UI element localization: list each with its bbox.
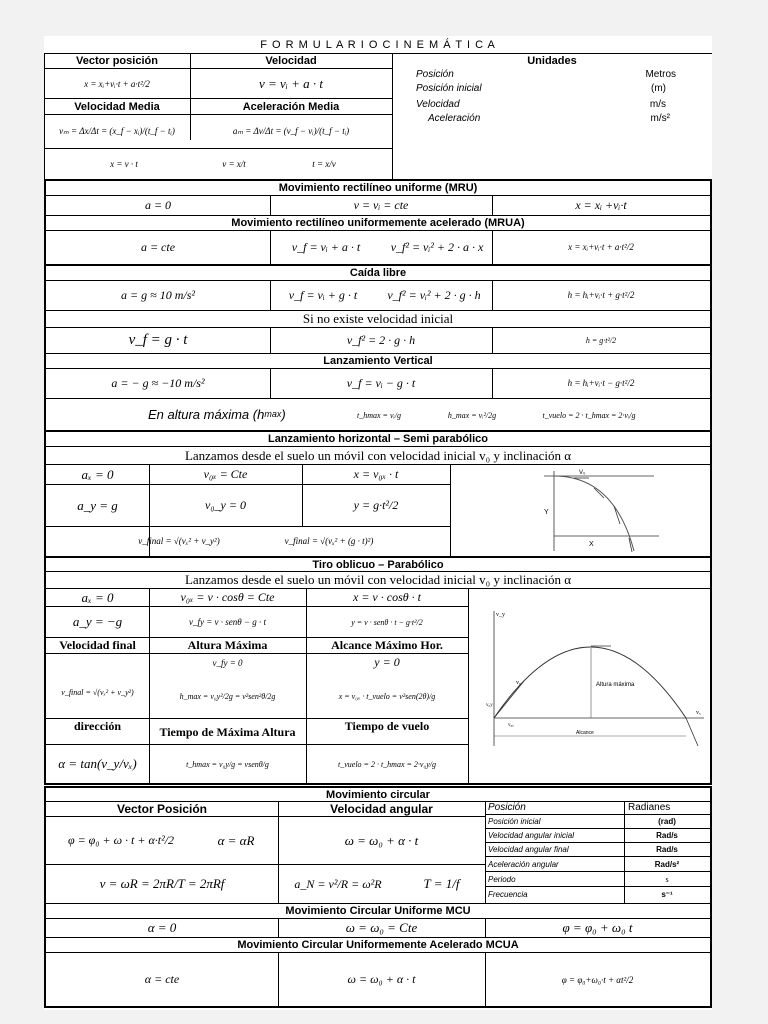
vertical-f3: h = hᵢ+vᵢ·t − g·t²/2 bbox=[567, 378, 635, 388]
altura-maxima-sub: max bbox=[264, 409, 282, 419]
vertical-f5: h_max = vᵢ²/2g bbox=[447, 410, 497, 420]
velocity-arrow bbox=[614, 506, 620, 524]
aceleracion-media-header: Aceleración Media bbox=[242, 100, 340, 113]
circular-units-table bbox=[485, 801, 710, 903]
direccion-header: dirección bbox=[73, 719, 122, 733]
oblicuo-f1: aₓ = 0 bbox=[81, 589, 114, 605]
line bbox=[450, 464, 451, 556]
formula-posicion: x = xᵢ+vᵢ·t + a·t²/2 bbox=[84, 78, 150, 89]
tiempo-max-altura-header: Tiempo de Máxima Altura bbox=[159, 724, 296, 739]
oblicuo-f13: t_hmax = v₀y/g = vsenθ/g bbox=[186, 759, 269, 769]
top-divider-2 bbox=[392, 53, 393, 179]
oblicuo-f3: x = v · cosθ · t bbox=[353, 590, 421, 604]
mrua-f4: x = xᵢ+vᵢ·t + a·t²/2 bbox=[568, 242, 634, 252]
unit-name: Velocidad angular final bbox=[485, 843, 624, 857]
fig-vox-label: v₀ₓ bbox=[508, 723, 514, 728]
oblicuo-f8: y = 0 bbox=[374, 654, 400, 669]
caida-f1: a = g ≈ 10 m/s² bbox=[121, 287, 195, 302]
formula-aceleracion-media: aₘ = Δv/Δt = (v_f − vᵢ)/(t_f − tᵢ) bbox=[232, 126, 350, 136]
oblicuo-f11: x = v₀ₓ · t_vuelo = v²sen(2θ)/g bbox=[338, 691, 436, 701]
horizontal-desc: Lanzamos desde el suelo un móvil con velocidad inicial v₀ y inclinación α bbox=[184, 447, 572, 463]
fig-x-label: X bbox=[589, 541, 594, 548]
circular-f6: T = 1/f bbox=[423, 876, 460, 891]
velocidad-media-header: Velocidad Media bbox=[74, 100, 160, 113]
oblicuo-f4: a_y = −g bbox=[72, 614, 123, 629]
mrua-f1: a = cte bbox=[140, 239, 176, 254]
horizontal-f4: a_y = g bbox=[77, 497, 118, 513]
velocidad-final-header: Velocidad final bbox=[59, 638, 136, 652]
formula-velocidad-media: vₘ = Δx/Δt = (x_f − xᵢ)/(t_f − tᵢ) bbox=[59, 126, 175, 136]
horizontal-f3: x = v₀ₓ · t bbox=[353, 467, 399, 481]
horizontal-f1: aₓ = 0 bbox=[81, 466, 114, 482]
mcua-f2: ω = ω₀ + α · t bbox=[347, 972, 416, 986]
oblicuo-f7: v_fy = 0 bbox=[212, 658, 243, 668]
final-velocity-arrow bbox=[686, 718, 698, 746]
unit-name: Aceleración angular bbox=[485, 857, 624, 872]
oblicuo-f10: h_max = v₀y²/2g = v²sen²θ/2g bbox=[179, 691, 276, 701]
caida-note: Si no existe velocidad inicial bbox=[302, 311, 454, 326]
oblicuo-f5: v_fy = v · senθ − g · t bbox=[188, 617, 267, 627]
velocidad-header: Velocidad bbox=[265, 55, 317, 67]
unidades-header: Unidades bbox=[527, 55, 577, 67]
line bbox=[44, 398, 712, 399]
top-row-line-4 bbox=[44, 148, 392, 149]
altura-maxima-text: En altura máxima (h bbox=[148, 406, 265, 422]
mrua-f3: v_f² = vᵢ² + 2 · a · x bbox=[390, 239, 484, 254]
unit-row bbox=[416, 82, 706, 96]
formula-x-vt: x = v · t bbox=[110, 159, 138, 169]
unit-name: Velocidad angular inicial bbox=[485, 829, 624, 843]
velocidad-angular-header: Velocidad angular bbox=[330, 802, 433, 816]
vertical-f1: a = − g ≈ −10 m/s² bbox=[111, 375, 205, 390]
oblicuo-f12: α = tan(v_y/vₓ) bbox=[58, 756, 137, 771]
oblicuo-desc: Lanzamos desde el suelo un móvil con velocidad inicial v₀ y inclinación α bbox=[184, 572, 572, 587]
oblicuo-f6: y = v · senθ · t − g·t²/2 bbox=[351, 617, 423, 627]
unit-name: Posición bbox=[485, 801, 624, 815]
unit-value: s bbox=[624, 872, 710, 887]
fig-alcance-label: Alcance bbox=[576, 730, 594, 736]
unit-name: Aceleración bbox=[428, 113, 481, 124]
formula-velocidad: v = vᵢ + a · t bbox=[258, 75, 323, 91]
horizontal-title: Lanzamiento horizontal – Semi parabólico bbox=[267, 433, 489, 445]
formula-t-xv: t = x/v bbox=[312, 159, 336, 169]
fig-v0-label: V₀ bbox=[579, 470, 586, 476]
unit-name: Frecuencia bbox=[488, 890, 528, 899]
page-title: F O R M U L A R I O C I N E M Á T I C A bbox=[260, 39, 496, 51]
horizontal-f7: v_final = √(vₓ² + v_y²) bbox=[138, 536, 220, 546]
units-list bbox=[416, 68, 706, 126]
unit-row bbox=[416, 112, 706, 126]
vertical-title: Lanzamiento Vertical bbox=[323, 355, 433, 367]
unit-row bbox=[416, 98, 706, 112]
circular-f5: a_N = v²/R = ω²R bbox=[294, 876, 382, 891]
mru-f2: v = vᵢ = cte bbox=[353, 197, 409, 212]
caida-f6: v_f² = 2 · g · h bbox=[346, 332, 416, 347]
mcu-f3: φ = φ₀ + ω₀ t bbox=[562, 919, 633, 935]
mcua-title: Movimiento Circular Uniformemente Acelerado MCUA bbox=[237, 939, 519, 951]
circular-f4: v = ωR = 2πR/T = 2πRf bbox=[99, 876, 225, 891]
unit-name: Periodo bbox=[485, 872, 624, 887]
vertical-f6: t_vuelo = 2 · t_hmax = 2·vᵢ/g bbox=[542, 410, 636, 420]
fig-voy-label: v₀y bbox=[486, 703, 493, 708]
formula-v-xt: v = x/t bbox=[222, 159, 246, 169]
horizontal-f6: y = g·t²/2 bbox=[353, 498, 399, 512]
caida-f4: h = hᵢ+vᵢ·t + g·t²/2 bbox=[567, 290, 635, 300]
fig-altura-label: Altura máxima bbox=[596, 682, 635, 688]
unit-value: Metros bbox=[645, 69, 676, 80]
oblicuo-title: Tiro oblicuo – Parabólico bbox=[312, 558, 444, 571]
horizontal-f8: v_final = √(vₓ² + (g · t)²) bbox=[284, 536, 374, 546]
formulario-sheet bbox=[44, 36, 712, 1010]
parabolic-figure bbox=[486, 606, 708, 756]
caida-f5: v_f = g · t bbox=[128, 331, 188, 348]
circular-f3: ω = ω₀ + α · t bbox=[344, 832, 419, 848]
fig-vx-label: vₓ bbox=[696, 710, 701, 716]
v0-arrow bbox=[494, 681, 524, 718]
unit-name: Posición inicial bbox=[416, 83, 482, 94]
mcua-f3: φ = φ₀+ω₀·t + αt²/2 bbox=[561, 974, 634, 985]
caida-title: Caída libre bbox=[349, 267, 407, 279]
horizontal-f2: v₀ₓ = Cte bbox=[203, 467, 248, 481]
unit-name: Velocidad bbox=[416, 99, 460, 110]
mrua-f2: v_f = vᵢ + a · t bbox=[291, 239, 361, 254]
vector-posicion-header: Vector posición bbox=[76, 55, 158, 67]
caida-f7: h = g·t²/2 bbox=[585, 335, 617, 345]
vertical-f4: t_hmax = vᵢ/g bbox=[357, 410, 401, 420]
fig-v0-label: v₀ bbox=[516, 680, 522, 686]
unit-value: Rad/s² bbox=[624, 857, 710, 872]
unit-value: Radianes bbox=[624, 801, 710, 815]
mcu-title: Movimiento Circular Uniforme MCU bbox=[285, 905, 471, 917]
circular-title: Movimiento circular bbox=[326, 788, 430, 801]
unit-value: Rad/s bbox=[624, 829, 710, 843]
mrua-title: Movimiento rectilíneo uniformemente acelerado (MRUA) bbox=[231, 217, 525, 229]
altura-maxima-close: ) bbox=[281, 406, 286, 422]
mcu-f2: ω = ω₀ = Cte bbox=[345, 919, 418, 935]
tiempo-vuelo-header: Tiempo de vuelo bbox=[344, 719, 430, 733]
oblicuo-f9: v_final = √(vₓ² + v_y²) bbox=[61, 687, 134, 697]
mru-f1: a = 0 bbox=[144, 197, 172, 212]
altura-maxima-label bbox=[148, 399, 348, 429]
alcance-maximo-header: Alcance Máximo Hor. bbox=[331, 638, 443, 652]
caida-f2: v_f = vᵢ + g · t bbox=[288, 287, 358, 302]
horizontal-f5: v₀_y = 0 bbox=[205, 498, 246, 512]
unit-value: (rad) bbox=[624, 815, 710, 829]
unit-value: (m) bbox=[651, 83, 666, 94]
unit-value: s⁻¹ bbox=[661, 890, 673, 899]
line bbox=[468, 588, 469, 784]
unit-value: m/s² bbox=[650, 113, 670, 124]
fig-vy-label: v_y bbox=[496, 612, 505, 618]
semi-parabolic-figure bbox=[534, 466, 664, 556]
unit-name: Posición bbox=[416, 69, 454, 80]
trajectory bbox=[554, 476, 634, 551]
oblicuo-f2: v₀ₓ = v · cosθ = Cte bbox=[180, 590, 275, 604]
unit-row bbox=[416, 68, 706, 82]
oblicuo-f14: t_vuelo = 2 · t_hmax = 2·v₀y/g bbox=[338, 759, 436, 769]
caida-f3: v_f² = vᵢ² + 2 · g · h bbox=[387, 287, 481, 302]
unit-value: Rad/s bbox=[624, 843, 710, 857]
unit-value: m/s bbox=[649, 99, 666, 110]
mru-title: Movimiento rectilíneo uniforme (MRU) bbox=[278, 182, 478, 194]
vector-posicion-circ-header: Vector Posición bbox=[116, 802, 208, 816]
mcua-f1: α = cte bbox=[144, 972, 180, 986]
circular-f1: φ = φ₀ + ω · t + α·t²/2 bbox=[67, 833, 175, 847]
circular-f2: α = αR bbox=[217, 832, 255, 848]
vertical-f2: v_f = vᵢ − g · t bbox=[346, 375, 416, 390]
altura-maxima-header: Altura Máxima bbox=[187, 638, 268, 652]
mcu-f1: α = 0 bbox=[147, 919, 177, 935]
mru-f3: x = xᵢ +vᵢ·t bbox=[575, 197, 627, 212]
unit-name: Posición inicial bbox=[485, 815, 624, 829]
fig-y-label: Y bbox=[544, 509, 549, 516]
